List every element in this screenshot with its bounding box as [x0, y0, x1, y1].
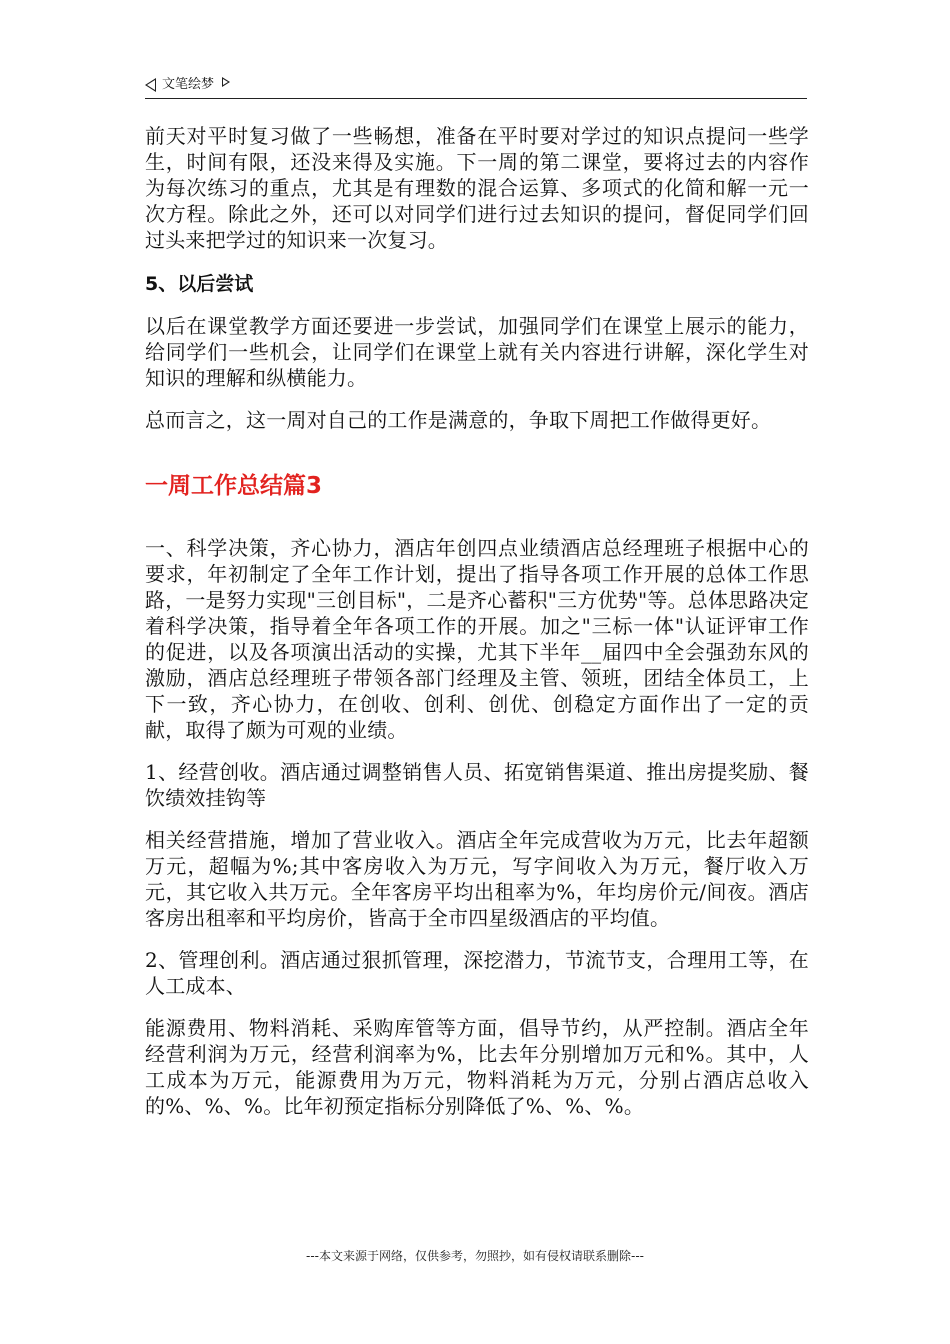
paragraph-cost-control: 能源费用、物料消耗、采购库管等方面，倡导节约，从严控制。酒店全年经营利润为万元，经营利润率为%，比去年分别增加万元和%。其中，人工成本为万元，能源费用为万元，物料消耗为万元，分别占酒店总收入的%、%、%。比年初预定指标分别降低了%、%、%。 — [145, 1016, 809, 1118]
paragraph-review: 前天对平时复习做了一些畅想，准备在平时要对学过的知识点提问一些学生，时间有限，还没来得及实施。下一周的第二课堂，要将过去的内容作为每次练习的重点，尤其是有理数的混合运算、多项式的化简和解一元一次方程。除此之外，还可以对同学们进行过去知识的提问，督促同学们回过头来把学过的知识来一次复习。 — [145, 124, 809, 252]
paragraph-future-attempts: 以后在课堂教学方面还要进一步尝试，加强同学们在课堂上展示的能力，给同学们一些机会，让同学们在课堂上就有关内容进行讲解，深化学生对知识的理解和纵横能力。 — [145, 314, 809, 390]
subheading-future-attempts: 5、以后尝试 — [145, 273, 254, 295]
document-body — [145, 123, 809, 1119]
section-title: 一周工作总结篇3 — [145, 473, 323, 499]
paragraph-revenue-details: 相关经营措施，增加了营业收入。酒店全年完成营收为万元，比去年超额万元，超幅为%;其中客房收入为万元，写字间收入为万元，餐厅收入万元，其它收入共万元。全年客房平均出租率为%，年均房价元/间夜。酒店客房出租率和平均房价，皆高于全市四星级酒店的平均值。 — [145, 828, 809, 930]
page-footer: ---本文来源于网络，仅供参考，勿照抄，如有侵权请联系删除--- — [306, 1249, 644, 1263]
header-title: 文笔绘梦 — [162, 77, 215, 92]
triangle-right-icon — [222, 77, 230, 87]
paragraph-conclusion: 总而言之，这一周对自己的工作是满意的，争取下周把工作做得更好。 — [145, 408, 772, 432]
paragraph-operating-revenue: 1、经营创收。酒店通过调整销售人员、拓宽销售渠道、推出房提奖励、餐饮绩效挂钩等 — [145, 760, 809, 810]
triangle-left-icon — [145, 78, 156, 92]
paragraph-management-profit: 2、管理创利。酒店通过狠抓管理，深挖潜力，节流节支，合理用工等，在人工成本、 — [145, 948, 809, 998]
page-header — [145, 72, 807, 99]
paragraph-scientific-decision: 一、科学决策，齐心协力，酒店年创四点业绩酒店总经理班子根据中心的要求，年初制定了全年工作计划，提出了指导各项工作开展的总体工作思路，一是努力实现"三创目标"，二是齐心蓄积"三方优势"等。总体思路决定着科学决策，指导着全年各项工作的开展。加之"三标一体"认证评审工作的促进，以及各项演出活动的实操，尤其下半年__届四中全会强劲东风的激励，酒店总经理班子带领各部门经理及主管、领班，团结全体员工，上下一致，齐心协力，在创收、创利、创优、创稳定方面作出了一定的贡献，取得了颇为可观的业绩。 — [145, 536, 809, 742]
